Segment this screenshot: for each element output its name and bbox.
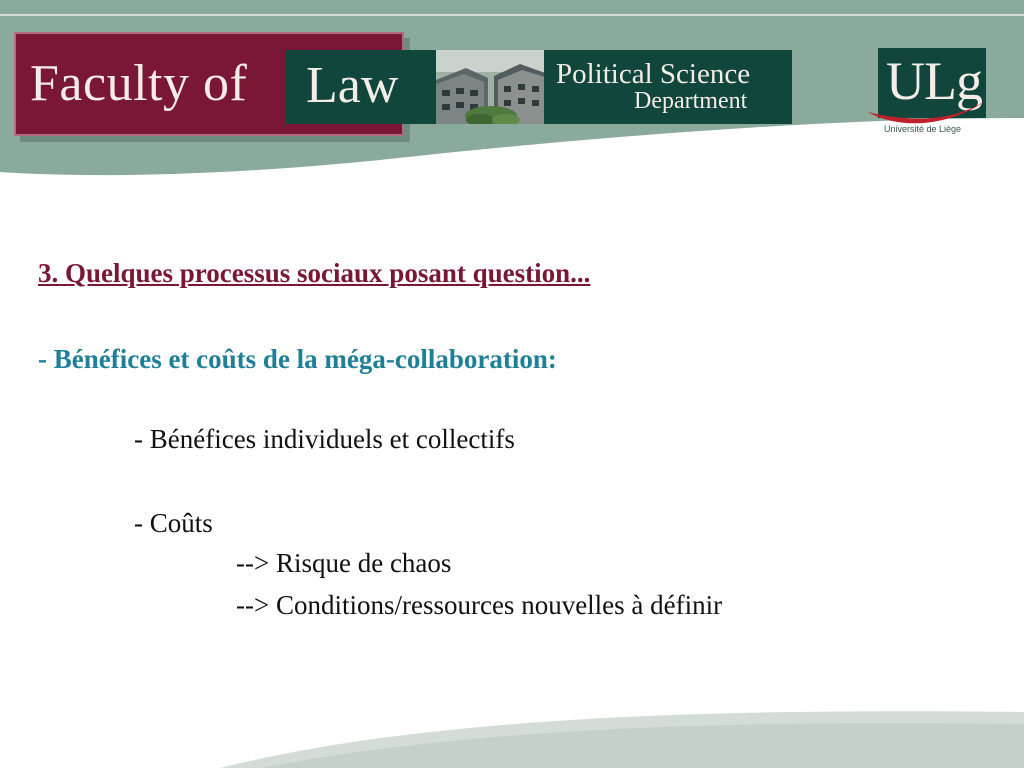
- department-label-box: [544, 50, 792, 124]
- ulg-abbreviation: ULg: [886, 51, 982, 111]
- university-logo: [866, 44, 996, 144]
- sub-bullet-conditions: --> Conditions/ressources nouvelles à définir: [236, 590, 723, 620]
- faculty-label: Faculty of: [30, 55, 248, 112]
- faculty-banner: [14, 32, 794, 140]
- law-label: Law: [306, 57, 399, 114]
- bullet-costs: - Coûts: [134, 508, 213, 538]
- department-name: Political Science: [556, 58, 751, 90]
- department-suffix: Department: [634, 88, 748, 114]
- sub-bullet-chaos-risk: --> Risque de chaos: [236, 548, 452, 578]
- footer-band: [0, 698, 1024, 768]
- bullet-benefits: - Bénéfices individuels et collectifs: [134, 424, 515, 454]
- university-caption: Université de Liège: [884, 124, 962, 134]
- section-subheading: - Bénéfices et coûts de la méga-collaboration:: [38, 344, 557, 374]
- law-label-box: [286, 50, 436, 124]
- campus-building-photo: [436, 50, 548, 124]
- section-heading: 3. Quelques processus sociaux posant question...: [38, 258, 591, 288]
